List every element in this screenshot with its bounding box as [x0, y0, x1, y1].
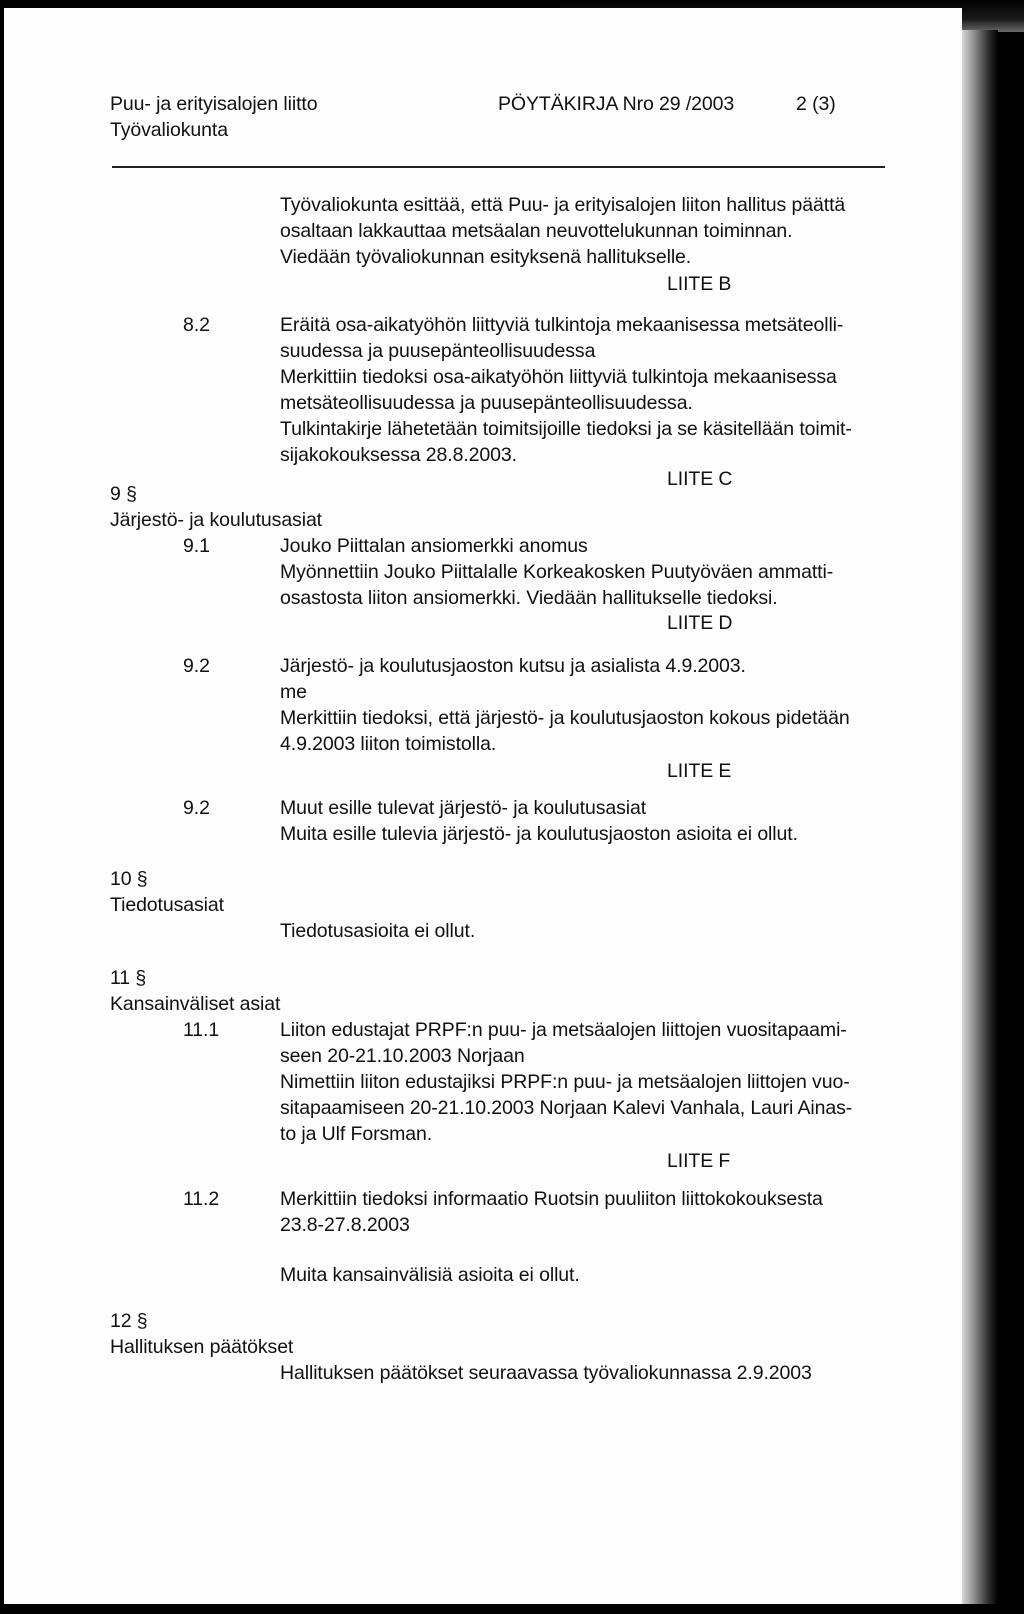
item-number: 11.1 [183, 1019, 220, 1041]
item-number: 8.2 [183, 314, 210, 336]
header-divider [112, 166, 885, 168]
item-line: to ja Ulf Forsman. [280, 1123, 433, 1145]
item-line: me [280, 681, 307, 703]
item-line: Nimettiin liiton edustajiksi PRPF:n puu- ja metsäalojen liittojen vuo- [280, 1071, 850, 1093]
section-number: 10 § [110, 868, 148, 890]
header-page-number: 2 (3) [796, 93, 836, 115]
intro-line: Viedään työvaliokunnan esityksenä hallitukselle. [280, 246, 692, 268]
item-line: sijakokouksessa 28.8.2003. [280, 444, 517, 466]
item-line: Merkittiin tiedoksi osa-aikatyöhön liittyviä tulkintoja mekaanisessa [280, 366, 837, 388]
item-number: 9.1 [183, 535, 210, 557]
item-line: seen 20-21.10.2003 Norjaan [280, 1045, 525, 1067]
section-text: Tiedotusasioita ei ollut. [280, 920, 476, 942]
section-text: Hallituksen päätökset seuraavassa työvaliokunnassa 2.9.2003 [280, 1362, 812, 1384]
item-line: Tulkintakirje lähetetään toimitsijoille tiedoksi ja se käsitellään toimit- [280, 418, 852, 440]
section-title: Tiedotusasiat [110, 894, 224, 916]
section-number: 12 § [110, 1310, 148, 1332]
item-line: Liiton edustajat PRPF:n puu- ja metsäalojen liittojen vuositapaami- [280, 1019, 847, 1041]
attachment-label: LIITE B [667, 273, 732, 295]
item-line: osastosta liiton ansiomerkki. Viedään hallitukselle tiedoksi. [280, 587, 778, 609]
item-line: Jouko Piittalan ansiomerkki anomus [280, 535, 588, 557]
item-line: 23.8-27.8.2003 [280, 1214, 410, 1236]
attachment-label: LIITE D [667, 612, 733, 634]
item-line: suudessa ja puusepänteollisuudessa [280, 340, 596, 362]
header-doc-title: PÖYTÄKIRJA Nro 29 /2003 [498, 93, 735, 115]
item-number: 9.2 [183, 797, 210, 819]
header-org: Puu- ja erityisalojen liitto [110, 93, 318, 115]
section-title: Kansainväliset asiat [110, 993, 281, 1015]
item-line: sitapaamiseen 20-21.10.2003 Norjaan Kalevi Vanhala, Lauri Ainas- [280, 1097, 853, 1119]
item-line: Järjestö- ja koulutusjaoston kutsu ja asialista 4.9.2003. [280, 655, 746, 677]
item-line: metsäteollisuudessa ja puusepänteollisuudessa. [280, 392, 693, 414]
section-title: Hallituksen päätökset [110, 1336, 294, 1358]
item-number: 11.2 [183, 1188, 220, 1210]
intro-line: osaltaan lakkauttaa metsäalan neuvottelukunnan toiminnan. [280, 220, 793, 242]
item-line: Muita esille tulevia järjestö- ja koulutusjaoston asioita ei ollut. [280, 823, 798, 845]
attachment-label: LIITE E [667, 760, 732, 782]
attachment-label: LIITE F [667, 1150, 731, 1172]
scan-border-right [962, 30, 998, 1604]
item-line: Myönnettiin Jouko Piittalalle Korkeakosken Puutyöväen ammatti- [280, 561, 834, 583]
section-number: 11 § [110, 967, 147, 989]
header-unit: Työvaliokunta [110, 119, 228, 141]
item-line: 4.9.2003 liiton toimistolla. [280, 733, 497, 755]
item-line: Merkittiin tiedoksi, että järjestö- ja koulutusjaoston kokous pidetään [280, 707, 850, 729]
item-line: Eräitä osa-aikatyöhön liittyviä tulkintoja mekaanisessa metsäteolli- [280, 314, 844, 336]
attachment-label: LIITE C [667, 468, 733, 490]
item-line: Muut esille tulevat järjestö- ja koulutusasiat [280, 797, 647, 819]
section-title: Järjestö- ja koulutusasiat [110, 509, 323, 531]
item-line: Muita kansainvälisiä asioita ei ollut. [280, 1264, 580, 1286]
section-number: 9 § [110, 483, 137, 505]
intro-line: Työvaliokunta esittää, että Puu- ja erityisalojen liiton hallitus päättä [280, 194, 846, 216]
item-number: 9.2 [183, 655, 210, 677]
item-line: Merkittiin tiedoksi informaatio Ruotsin puuliiton liittokokouksesta [280, 1188, 823, 1210]
